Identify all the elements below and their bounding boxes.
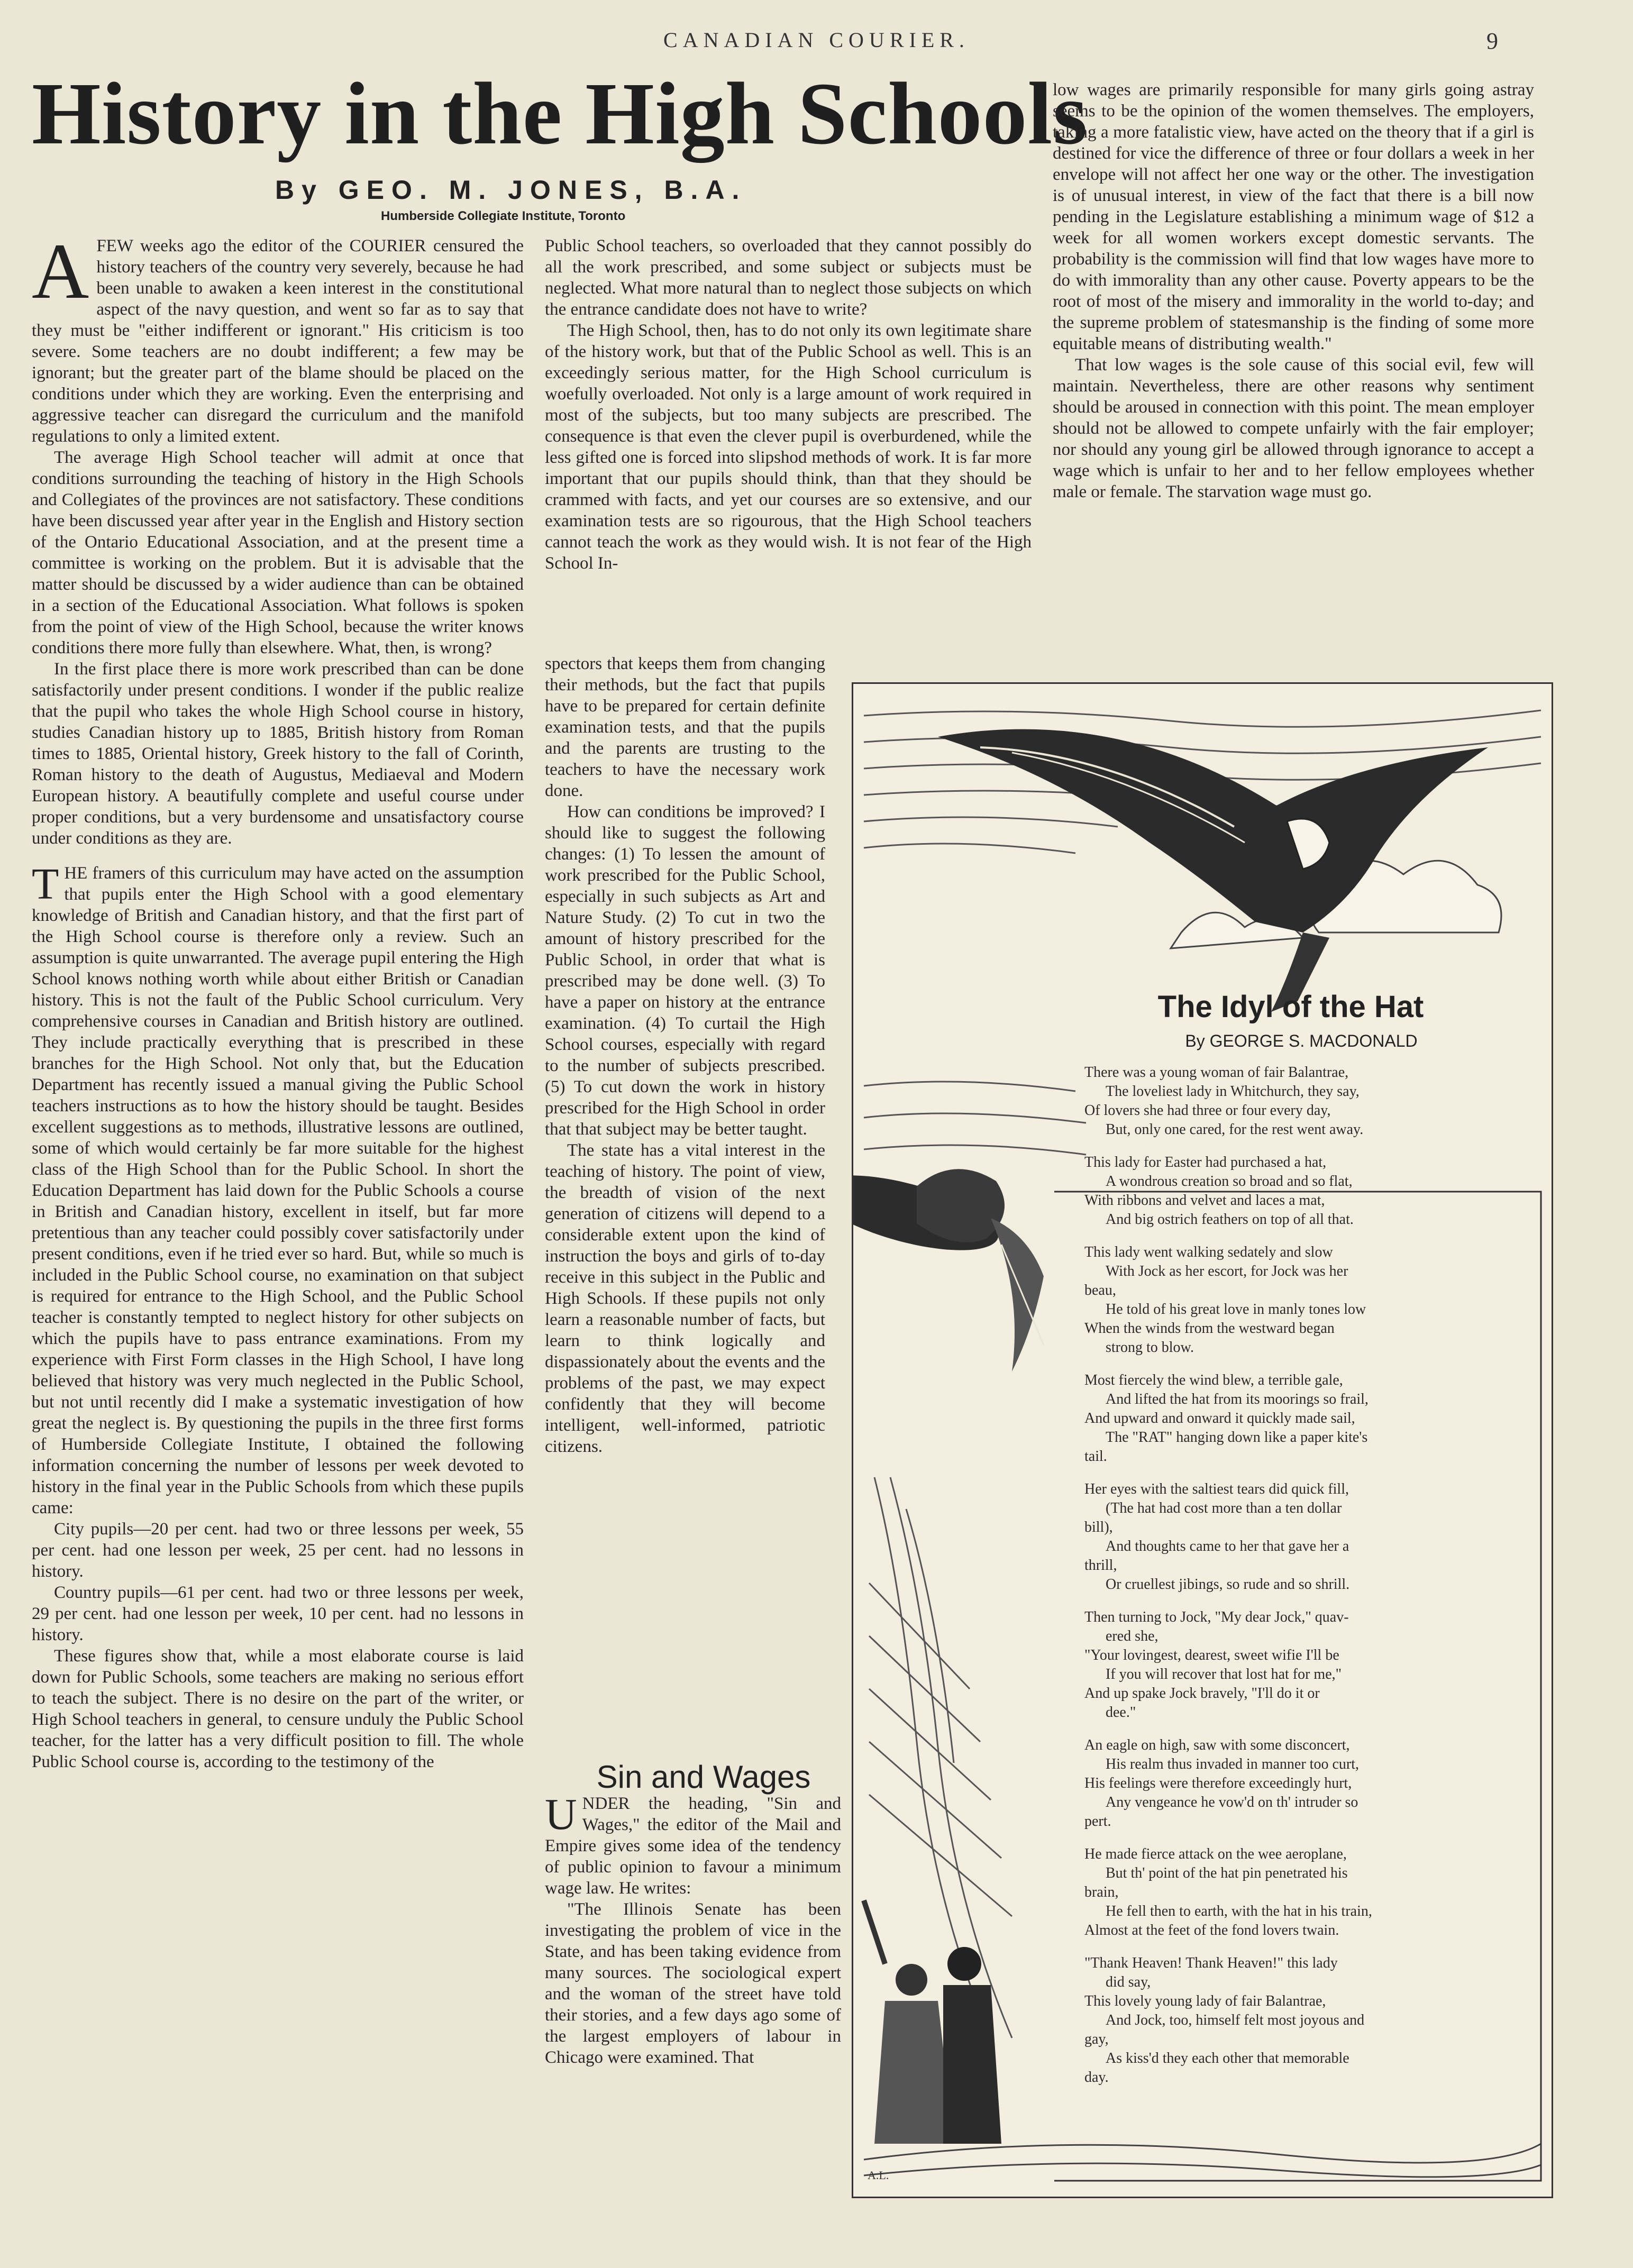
poem-line: This lady went walking sedately and slow <box>1084 1244 1333 1260</box>
poem-line: A wondrous creation so broad and so flat, <box>1106 1173 1353 1190</box>
paragraph-text: HE framers of this curriculum may have acted on the assumption that pupils enter the High School with a good elementary knowledge of British and Canadian history, and that the first part of the High School course is therefore only a review. Such an assumption is quite unwarranted. The average pupil entering the High School knows nothing worth while about either British or Canadian history. This is not the fault of the Public School curriculum. Very comprehensive courses in Canadian and British history are outlined. They include practically everything that is prescribed in these branches for the High School. Not only that, but the Education Department has recently issued a manual giving the Public School teachers instructions as to how the history should be taught. Besides excellent suggestions as to methods, illustrative lessons are outlined, some of which would certainly be far more suitable for the highest class of the High School than for the Public School. In short the Education Department has laid down for the Public Schools a course in British and Canadian history, excellent in itself, but far more pretentious than any teacher could possibly cover satisfactorily under present conditions, even if he tried ever so hard. But, while so much is included in the Public School course, no examination on that subject is required for entrance to the High School, and the Public School teacher is constantly tempted to neglect history for other subjects on which the pupils have to pass entrance examinations. From my experience with First Form classes in the High School, I have long believed that history was very much neglected in the Public School, but not until recently did I make a systematic investigation of how great the neglect is. By questioning the pupils in the three first forms of Humberside Collegiate Institute, I obtained the following information concerning the number of lessons per week devoted to history in the final year in the Public Schools from which these pupils came: <box>32 864 524 1517</box>
article-paragraph: low wages are primarily responsible for many girls going astray seems to be the opinion of the women themselves. The employers, taking a more fatalistic view, have acted on the theory that if a girl is destined for vice the difference of three or four dollars a week in her envelope will not affect her one way or the other. The investigation is of unusual interest, in view of the fact that there is a bill now pending in the Legislature establishing a minimum wage of $12 a week for all women workers except domestic servants. The probability is the commission will find that low wages have more to do with immorality than any other cause. Poverty appears to be the root of most of the misery and immorality in the world to-day; and the supreme problem of statesmanship is the finding of some more equitable means of distributing wealth." <box>1053 80 1534 353</box>
sin-and-wages-title: Sin and Wages <box>596 1759 811 1795</box>
eagle-icon <box>938 729 1488 1012</box>
poem-line: But th' point of the hat pin penetrated his <box>1106 1865 1348 1881</box>
article-paragraph: The average High School teacher will admit at once that conditions surrounding the teaching of history in the High Schools and Collegiates of the provinces are not satisfactory. These conditions have been discussed year after year in the English and History section of the Ontario Educational Association, and at the present time a committee is working on the problem. But it is advisable that the matter should be discussed by a wider audience than can be obtained in a section of the Educational Association. What follows is spoken from the point of view of the High School, because the writer knows conditions there more fully than elsewhere. What, then, is wrong? <box>32 448 524 657</box>
poem-line: Or cruellest jibings, so rude and so shrill. <box>1106 1576 1350 1593</box>
poem-line: beau, <box>1084 1282 1116 1298</box>
poem-line: This lovely young lady of fair Balantrae, <box>1084 1993 1326 2009</box>
paragraph-text: FEW weeks ago the editor of the COURIER censured the history teachers of the country very severely, because he had been unable to awaken a keen interest in the constitutional aspect of the navy question, and went so far as to say that they must be "either indifferent or ignorant." His criticism is too severe. Some teachers are no doubt indifferent; a few may be ignorant; but the greater part of the blame should be placed on the conditions under which they are working. Even the enterprising and aggressive teacher can disregard the curriculum and the manifold regulations to only a limited extent. <box>32 236 524 446</box>
poem-stanza <box>1084 1371 1518 1466</box>
article-paragraph: "The Illinois Senate has been investigating the problem of vice in the State, and has been taking evidence from many sources. The sociological expert and the woman of the street have told their stories, and a few days ago some of the largest employers of labour in Chicago were examined. That <box>545 1900 841 2067</box>
poem-stanza <box>1084 1153 1518 1229</box>
poem-stanza <box>1084 1243 1518 1357</box>
poem-line: gay, <box>1084 2031 1109 2047</box>
article-title: History in the High Schools <box>32 65 1088 163</box>
poem-line: tail. <box>1084 1448 1107 1465</box>
poem-line: Almost at the feet of the fond lovers twain. <box>1084 1922 1339 1938</box>
poem-line: "Thank Heaven! Thank Heaven!" this lady <box>1084 1955 1338 1971</box>
poem-line: thrill, <box>1084 1557 1117 1574</box>
poem-line: Of lovers she had three or four every day, <box>1084 1102 1331 1119</box>
article-column-2-narrow <box>545 653 825 1780</box>
article-paragraph <box>32 227 524 447</box>
poem-line: With Jock as her escort, for Jock was her <box>1106 1263 1348 1279</box>
hillside-hatching <box>869 1477 1012 2038</box>
poem-stanza <box>1084 1845 1518 1940</box>
running-head: CANADIAN COURIER. <box>663 28 970 52</box>
drop-cap: U <box>545 1790 577 1839</box>
article-paragraph <box>545 1790 841 1899</box>
poem-line: There was a young woman of fair Balantrae, <box>1084 1064 1349 1081</box>
poem-line: The "RAT" hanging down like a paper kite's <box>1106 1429 1368 1446</box>
article-column-1 <box>32 227 524 2245</box>
drop-cap: A <box>32 227 89 315</box>
sin-and-wages-body <box>545 1790 841 2237</box>
poem-title: The Idyl of the Hat <box>1157 990 1424 1024</box>
poem-line: An eagle on high, saw with some disconcert, <box>1084 1737 1350 1753</box>
poem-line: did say, <box>1106 1974 1151 1990</box>
poem-line: And big ostrich feathers on top of all that. <box>1106 1211 1354 1228</box>
couple-figures <box>864 1900 1001 2144</box>
poem-line: With ribbons and velvet and laces a mat, <box>1084 1192 1325 1209</box>
poem-line: dee." <box>1106 1704 1136 1721</box>
flying-hat-icon <box>853 1160 1044 1371</box>
paragraph-text: NDER the heading, "Sin and Wages," the editor of the Mail and Empire gives some idea of the tendency of public opinion to favour a minimum wage law. He writes: <box>545 1794 841 1898</box>
poem-line: He made fierce attack on the wee aeroplane, <box>1084 1846 1347 1862</box>
poem-line: "Your lovingest, dearest, sweet wifie I'll be <box>1084 1647 1339 1663</box>
poem-line: Most fiercely the wind blew, a terrible gale, <box>1084 1372 1343 1388</box>
poem-line: brain, <box>1084 1884 1119 1900</box>
article-paragraph <box>32 859 524 1519</box>
poem-line: Any vengeance he vow'd on th' intruder so <box>1106 1794 1358 1810</box>
poem-stanza <box>1084 1736 1518 1831</box>
poem-line: pert. <box>1084 1813 1111 1830</box>
article-paragraph: How can conditions be improved? I should like to suggest the following changes: (1) To lessen the amount of work prescribed for the Public School, especially in such subjects as Art and Nature Study. (2) To cut in two the amount of history prescribed for the Public School, in order that what is prescribed may be done well. (3) To have a paper on history at the entrance examination. (4) To curtail the High School courses, especially with regard to the number of subjects prescribed. (5) To cut down the work in history prescribed for the High School in order that that subject may be better taught. <box>545 802 825 1139</box>
poem-line: Her eyes with the saltiest tears did quick fill, <box>1084 1481 1349 1497</box>
article-paragraph: The High School, then, has to do not only its own legitimate share of the history work, but that of the Public School as well. This is an exceedingly serious matter, for the High School curriculum is woefully overloaded. Not only is a large amount of work required in most of the subjects, but too many subjects are prescribed. The consequence is that even the clever pupil is overburdened, while the less gifted one is forced into slipshod methods of work. It is far more important that our pupils should think, than that they should be crammed with facts, and yet our courses are so extensive, and our examination tests are so rigourous, that the High School teachers cannot teach the work as they would wish. It is not fear of the High School In- <box>545 321 1032 573</box>
poem-line: He fell then to earth, with the hat in his train, <box>1106 1903 1372 1919</box>
poem-line: Then turning to Jock, "My dear Jock," quav- <box>1084 1609 1349 1625</box>
poem-stanza <box>1084 1063 1518 1139</box>
poem-line: But, only one cared, for the rest went away. <box>1106 1121 1364 1138</box>
poem-stanza <box>1084 1954 1518 2087</box>
poem-line: As kiss'd they each other that memorable <box>1106 2050 1349 2066</box>
poem-line: If you will recover that lost hat for me," <box>1106 1666 1342 1682</box>
poem-line: And up spake Jock bravely, "I'll do it or <box>1084 1685 1320 1702</box>
article-byline: By GEO. M. JONES, B.A. <box>275 175 747 205</box>
poem-line: He told of his great love in manly tones low <box>1106 1301 1366 1318</box>
ground-hatching <box>864 2144 1541 2177</box>
poem-line: And lifted the hat from its moorings so frail, <box>1106 1391 1369 1407</box>
sin-and-wages-continued <box>1053 79 1534 653</box>
article-paragraph: These figures show that, while a most elaborate course is laid down for Public Schools, some teachers are making no serious effort to teach the subject. There is no desire on the part of the writer, or High School teachers in general, to censure unduly the Public School teacher, for the latter has a very difficult position to fill. The whole Public School course is, according to the testimony of the <box>32 1647 524 1771</box>
poem-stanza <box>1084 1480 1518 1594</box>
article-paragraph: spectors that keeps them from changing their methods, but the fact that pupils have to be prepared for certain definite examination tests, and that the pupils and the parents are trusting to the teachers to have the necessary work done. <box>545 654 825 800</box>
poem-line: (The hat had cost more than a ten dollar <box>1106 1500 1342 1516</box>
poem-line: This lady for Easter had purchased a hat, <box>1084 1154 1327 1170</box>
article-paragraph: The state has a vital interest in the teaching of history. The point of view, the breadth of vision of the next generation of citizens will depend to a considerable extent upon the kind of instruction the boys and girls of to-day receive in this subject in the Public and High Schools. If these pupils not only learn a reasonable number of facts, but learn to think logically and dispassionately about the events and the problems of the past, we may expect confidently that they will become intelligent, well-informed, patriotic citizens. <box>545 1141 825 1456</box>
article-paragraph: Public School teachers, so overloaded that they cannot possibly do all the work prescribed, and some subject or subjects must be neglected. What more natural than to neglect those subjects on which the entrance candidate does not have to write? <box>545 236 1032 319</box>
poem-line: And upward and onward it quickly made sail, <box>1084 1410 1355 1426</box>
poem-line: When the winds from the westward began <box>1084 1320 1335 1337</box>
poem-stanza <box>1084 1608 1518 1722</box>
poem-line: And thoughts came to her that gave her a <box>1106 1538 1349 1554</box>
article-paragraph: That low wages is the sole cause of this social evil, few will maintain. Nevertheless, there are other reasons why sentiment should be aroused in connection with this point. The mean employer should not be allowed to compete unfairly with the fair employer; nor should any young girl be allowed through ignorance to accept a wage which is unfair to her and to her fellow employees whether male or female. The starvation wage must go. <box>1053 355 1534 501</box>
article-paragraph: Country pupils—61 per cent. had two or three lessons per week, 29 per cent. had one lesson per week, 10 per cent. had no lessons in history. <box>32 1583 524 1644</box>
poem-line: day. <box>1084 2069 1109 2086</box>
poem-line: ered she, <box>1106 1628 1158 1644</box>
poem-line: And Jock, too, himself felt most joyous and <box>1106 2012 1365 2028</box>
article-affiliation: Humberside Collegiate Institute, Toronto <box>381 209 626 223</box>
poem-line: bill), <box>1084 1519 1113 1535</box>
article-column-2 <box>545 235 1032 653</box>
page-number: 9 <box>1486 28 1498 54</box>
drop-cap: T <box>32 859 59 909</box>
poem-line: strong to blow. <box>1106 1339 1194 1356</box>
poem-body <box>1084 1063 1518 2101</box>
artist-signature: A.L. <box>868 2169 889 2182</box>
article-paragraph: In the first place there is more work prescribed than can be done satisfactorily under present conditions. I wonder if the public realize that the pupil who takes the whole High School course in history, studies Canadian history up to 1885, British history from Roman times to 1885, Oriental history, Greek history to the fall of Corinth, Roman history to the death of Augustus, Mediaeval and Modern European history. A beautifully complete and useful course under proper conditions, but a very burdensome and unsatisfactory course under conditions as they are. <box>32 660 524 848</box>
poem-line: His realm thus invaded in manner too curt, <box>1106 1756 1359 1772</box>
poem-line: The loveliest lady in Whitchurch, they say, <box>1106 1083 1360 1100</box>
poem-byline: By GEORGE S. MACDONALD <box>1185 1031 1418 1050</box>
poem-line: His feelings were therefore exceedingly hurt, <box>1084 1775 1352 1791</box>
article-paragraph: City pupils—20 per cent. had two or three lessons per week, 55 per cent. had one lesson per week, 25 per cent. had no lessons in history. <box>32 1520 524 1581</box>
